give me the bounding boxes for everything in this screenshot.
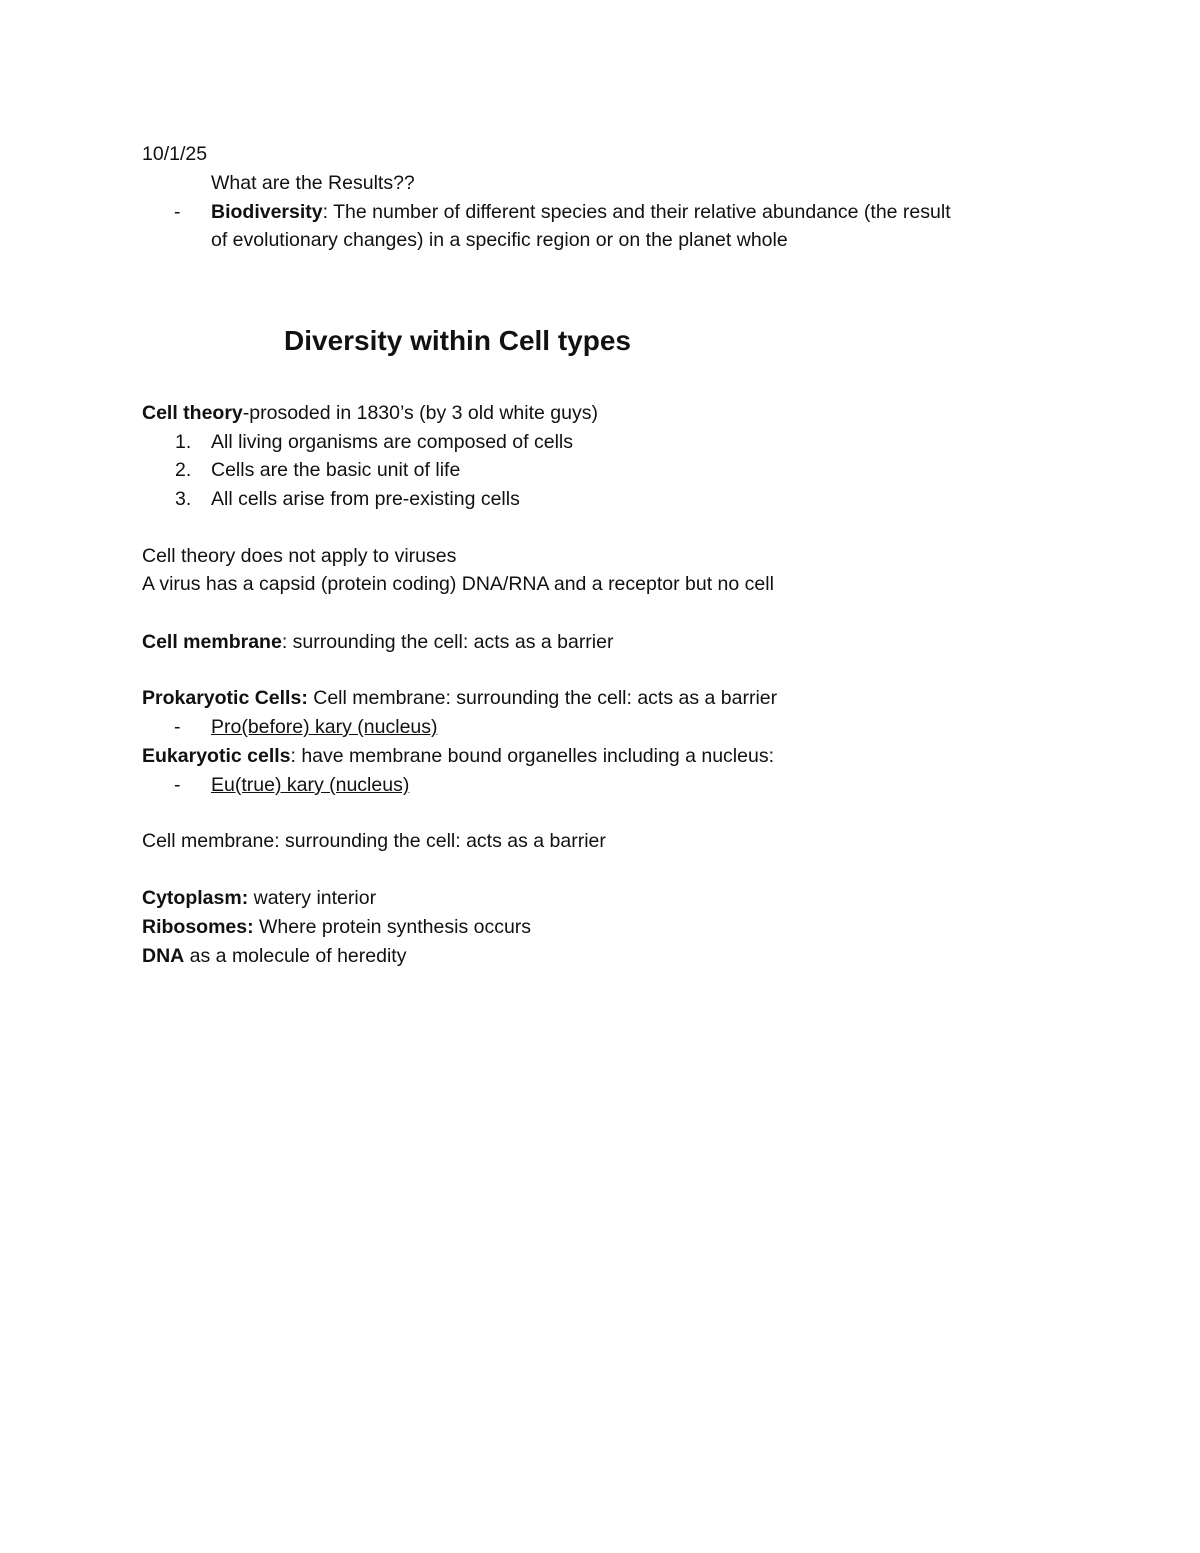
cell-membrane-repeat-line: Cell membrane: surrounding the cell: acts as a barrier [142, 830, 606, 852]
cytoplasm-term: Cytoplasm: [142, 887, 249, 909]
results-bullet: - [174, 201, 181, 223]
eukaryotic-etymology: Eu(true) kary (nucleus) [211, 774, 410, 796]
cell-membrane-line: Cell membrane: surrounding the cell: acts as a barrier [142, 631, 614, 653]
eukaryotic-line: Eukaryotic cells: have membrane bound organelles including a nucleus: [142, 745, 774, 767]
eukaryotic-bullet: - [174, 774, 181, 796]
biodiversity-definition-line1: Biodiversity: The number of different species and their relative abundance (the result [211, 201, 951, 223]
results-heading: What are the Results?? [211, 172, 415, 194]
ribosomes-term: Ribosomes: [142, 916, 254, 938]
biodiversity-definition-line2: of evolutionary changes) in a specific region or on the planet whole [211, 229, 788, 251]
dna-line: DNA as a molecule of heredity [142, 945, 407, 967]
list-item: 3. [175, 488, 192, 510]
dna-term: DNA [142, 945, 185, 967]
list-item: 2. [175, 459, 192, 481]
cell-theory-term: Cell theory [142, 402, 243, 424]
list-item-text: Cells are the basic unit of life [211, 459, 461, 481]
list-item: 1. [175, 431, 192, 453]
list-item-text: All living organisms are composed of cells [211, 431, 573, 453]
eukaryotic-term: Eukaryotic cells [142, 745, 291, 767]
biodiversity-term: Biodiversity [211, 201, 323, 223]
cell-membrane-term: Cell membrane [142, 631, 282, 653]
prokaryotic-line: Prokaryotic Cells: Cell membrane: surrounding the cell: acts as a barrier [142, 687, 778, 709]
page-title: Diversity within Cell types [284, 325, 631, 356]
date-text: 10/1/25 [142, 143, 208, 165]
cytoplasm-line: Cytoplasm: watery interior [142, 887, 377, 909]
list-item-text: All cells arise from pre-existing cells [211, 488, 520, 510]
cell-theory-line: Cell theory-prosoded in 1830’s (by 3 old white guys) [142, 402, 598, 424]
virus-line-1: Cell theory does not apply to viruses [142, 545, 457, 567]
ribosomes-line: Ribosomes: Where protein synthesis occurs [142, 916, 532, 938]
date-line [142, 145, 207, 165]
prokaryotic-etymology: Pro(before) kary (nucleus) [211, 716, 438, 738]
prokaryotic-bullet: - [174, 716, 181, 738]
prokaryotic-term: Prokaryotic Cells: [142, 687, 308, 709]
virus-line-2: A virus has a capsid (protein coding) DNA/RNA and a receptor but no cell [142, 573, 774, 595]
